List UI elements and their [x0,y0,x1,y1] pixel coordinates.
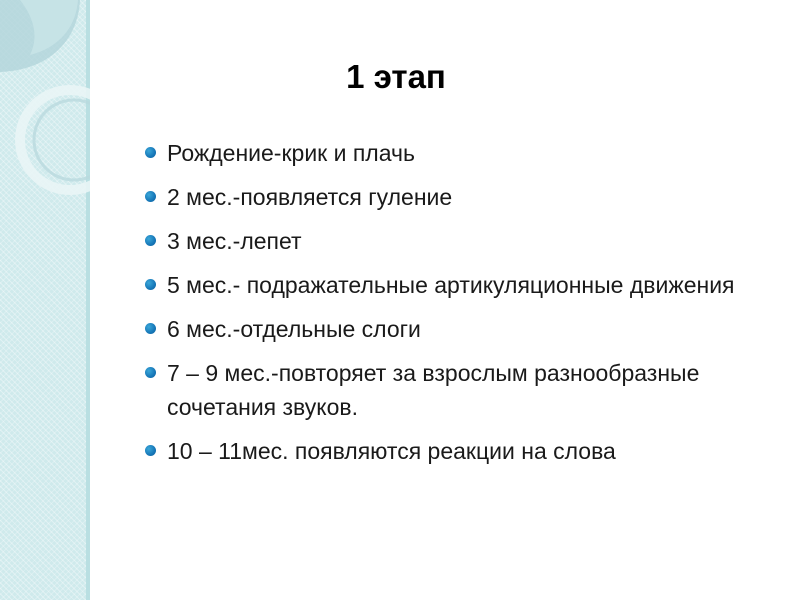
list-item-text: 10 – 11мес. появляются реакции на слова [167,438,616,464]
list-item [140,356,760,424]
list-item-text: 3 мес.-лепет [167,228,302,254]
bullet-icon [145,191,156,202]
list-item [140,224,760,258]
bullet-icon [145,445,156,456]
slide-title: 1 этап [346,58,446,95]
bullet-icon [145,367,156,378]
bullet-list [140,136,760,478]
bullet-icon [145,147,156,158]
bullet-icon [145,235,156,246]
list-item [140,180,760,214]
list-item [140,268,760,302]
decorative-rings [0,0,90,200]
list-item [140,136,760,170]
list-item-text: Рождение-крик и плачь [167,140,415,166]
list-item [140,312,760,346]
bullet-icon [145,279,156,290]
list-item-text: 7 – 9 мес.-повторяет за взрослым разнообразные сочетания звуков. [167,360,700,420]
list-item-text: 5 мес.- подражательные артикуляционные движения [167,272,735,298]
bullet-icon [145,323,156,334]
list-item-text: 6 мес.-отдельные слоги [167,316,421,342]
list-item [140,434,760,468]
list-item-text: 2 мес.-появляется гуление [167,184,453,210]
